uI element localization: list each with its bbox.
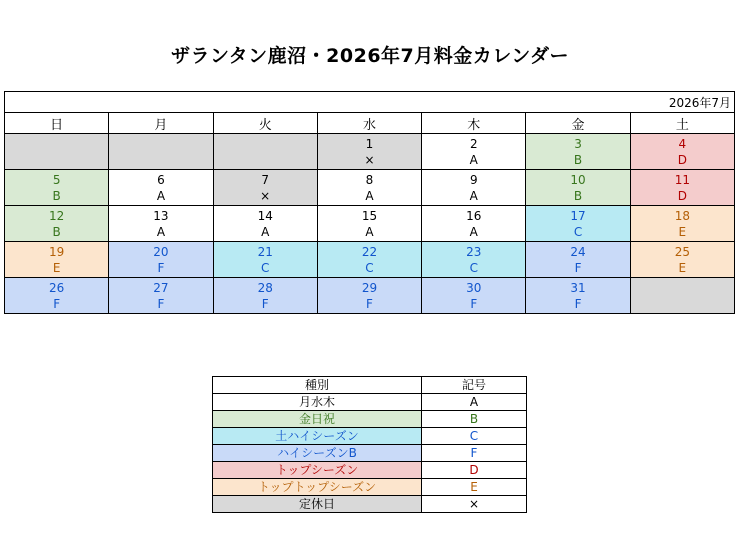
weekday-header-row bbox=[5, 113, 735, 134]
calendar-day-cell bbox=[526, 134, 630, 170]
day-number: 12 bbox=[49, 208, 65, 223]
legend-header-row bbox=[213, 377, 527, 394]
day-price-code: F bbox=[53, 296, 61, 311]
calendar-week-row bbox=[5, 170, 735, 206]
calendar-day-cell bbox=[422, 278, 526, 314]
day-number: 10 bbox=[570, 172, 586, 187]
day-number: 28 bbox=[257, 280, 273, 295]
day-price-code: A bbox=[365, 224, 374, 239]
calendar-empty-cell bbox=[109, 134, 213, 170]
day-price-code: E bbox=[52, 260, 61, 275]
day-price-code: E bbox=[678, 260, 687, 275]
legend-row bbox=[213, 496, 527, 513]
weekday-thu: 木 bbox=[422, 113, 526, 134]
calendar-day-cell bbox=[526, 170, 630, 206]
calendar-day-cell bbox=[317, 206, 421, 242]
price-calendar bbox=[4, 91, 735, 314]
legend-row bbox=[213, 445, 527, 462]
day-price-code: A bbox=[261, 224, 270, 239]
calendar-day-cell bbox=[213, 206, 317, 242]
calendar-week-row bbox=[5, 206, 735, 242]
month-label: 2026年7月 bbox=[5, 92, 735, 113]
day-price-code: F bbox=[366, 296, 373, 311]
legend-row bbox=[213, 411, 527, 428]
day-number: 30 bbox=[466, 280, 482, 295]
calendar-day-cell bbox=[109, 278, 213, 314]
day-number: 2 bbox=[469, 136, 478, 151]
day-price-code: A bbox=[469, 188, 478, 203]
day-number: 13 bbox=[153, 208, 169, 223]
calendar-day-cell bbox=[5, 206, 109, 242]
legend-header-code: 記号 bbox=[422, 377, 527, 394]
day-price-code: B bbox=[573, 188, 583, 203]
calendar-day-cell bbox=[5, 170, 109, 206]
day-price-code: × bbox=[260, 188, 271, 203]
calendar-body bbox=[5, 134, 735, 314]
weekday-wed: 水 bbox=[317, 113, 421, 134]
day-number: 4 bbox=[678, 136, 687, 151]
weekday-mon: 月 bbox=[109, 113, 213, 134]
legend-code: C bbox=[422, 428, 527, 445]
day-price-code: A bbox=[156, 224, 166, 239]
day-price-code: D bbox=[677, 152, 687, 167]
day-number: 21 bbox=[257, 244, 273, 259]
legend-type: 金日祝 bbox=[213, 411, 422, 428]
day-number: 8 bbox=[365, 172, 374, 187]
day-price-code: B bbox=[573, 152, 583, 167]
day-number: 26 bbox=[49, 280, 65, 295]
day-price-code: B bbox=[52, 224, 61, 239]
calendar-day-cell bbox=[526, 278, 630, 314]
legend-type: トップトップシーズン bbox=[213, 479, 422, 496]
day-price-code: B bbox=[52, 188, 61, 203]
day-number: 6 bbox=[157, 172, 165, 187]
day-number: 14 bbox=[257, 208, 273, 223]
calendar-day-cell bbox=[526, 206, 630, 242]
legend-type: 月水木 bbox=[213, 394, 422, 411]
weekday-sat: 土 bbox=[630, 113, 734, 134]
legend-type: 定休日 bbox=[213, 496, 422, 513]
day-number: 29 bbox=[361, 280, 378, 295]
calendar-day-cell bbox=[109, 170, 213, 206]
calendar-day-cell bbox=[213, 278, 317, 314]
calendar-day-cell bbox=[317, 170, 421, 206]
day-price-code: F bbox=[574, 296, 582, 311]
day-number: 22 bbox=[361, 244, 378, 259]
calendar-day-cell bbox=[422, 206, 526, 242]
calendar-day-cell bbox=[5, 278, 109, 314]
day-price-code: A bbox=[469, 152, 478, 167]
calendar-empty-cell bbox=[630, 278, 734, 314]
day-number: 24 bbox=[570, 244, 586, 259]
day-number: 18 bbox=[674, 208, 690, 223]
legend-row bbox=[213, 394, 527, 411]
day-number: 15 bbox=[361, 208, 378, 223]
legend-row bbox=[213, 462, 527, 479]
day-number: 23 bbox=[466, 244, 482, 259]
day-number: 3 bbox=[574, 136, 582, 151]
legend-type: トップシーズン bbox=[213, 462, 422, 479]
legend-row bbox=[213, 479, 527, 496]
day-price-code: F bbox=[157, 260, 165, 275]
legend-code: E bbox=[422, 479, 527, 496]
day-price-code: D bbox=[677, 188, 687, 203]
day-number: 31 bbox=[570, 280, 586, 295]
calendar-day-cell bbox=[109, 206, 213, 242]
month-row bbox=[5, 92, 735, 113]
calendar-week-row bbox=[5, 134, 735, 170]
day-number: 7 bbox=[261, 172, 270, 187]
day-price-code: A bbox=[156, 188, 166, 203]
legend-type: ハイシーズンB bbox=[213, 445, 422, 462]
weekday-sun: 日 bbox=[5, 113, 109, 134]
legend-header-type: 種別 bbox=[213, 377, 422, 394]
day-number: 17 bbox=[570, 208, 586, 223]
legend-code: D bbox=[422, 462, 527, 479]
day-number: 11 bbox=[674, 172, 690, 187]
legend-code: B bbox=[422, 411, 527, 428]
legend-table bbox=[212, 376, 527, 513]
day-number: 27 bbox=[153, 280, 169, 295]
day-number: 16 bbox=[466, 208, 482, 223]
legend-code: F bbox=[422, 445, 527, 462]
calendar-day-cell bbox=[317, 134, 421, 170]
calendar-day-cell bbox=[630, 134, 734, 170]
page-title: ザランタン鹿沼・2026年7月料金カレンダー bbox=[170, 45, 570, 67]
calendar-day-cell bbox=[5, 242, 109, 278]
calendar-day-cell bbox=[213, 170, 317, 206]
calendar-day-cell bbox=[630, 170, 734, 206]
calendar-day-cell bbox=[422, 242, 526, 278]
day-price-code: F bbox=[261, 296, 269, 311]
day-price-code: E bbox=[678, 224, 687, 239]
day-number: 1 bbox=[365, 136, 374, 151]
calendar-day-cell bbox=[213, 242, 317, 278]
day-number: 19 bbox=[49, 244, 65, 259]
calendar-week-row bbox=[5, 242, 735, 278]
day-price-code: F bbox=[470, 296, 478, 311]
day-price-code: × bbox=[364, 152, 375, 167]
day-price-code: A bbox=[469, 224, 478, 239]
legend-body bbox=[213, 394, 527, 513]
day-price-code: F bbox=[157, 296, 165, 311]
calendar-day-cell bbox=[317, 278, 421, 314]
weekday-fri: 金 bbox=[526, 113, 630, 134]
calendar-empty-cell bbox=[5, 134, 109, 170]
day-price-code: A bbox=[365, 188, 374, 203]
day-price-code: C bbox=[261, 260, 270, 275]
day-price-code: F bbox=[574, 260, 582, 275]
calendar-day-cell bbox=[630, 206, 734, 242]
calendar-empty-cell bbox=[213, 134, 317, 170]
weekday-tue: 火 bbox=[213, 113, 317, 134]
calendar-week-row bbox=[5, 278, 735, 314]
legend-code: A bbox=[422, 394, 527, 411]
calendar-day-cell bbox=[422, 134, 526, 170]
legend-code: × bbox=[422, 496, 527, 513]
legend-row bbox=[213, 428, 527, 445]
legend-type: 土ハイシーズン bbox=[213, 428, 422, 445]
calendar-day-cell bbox=[109, 242, 213, 278]
day-number: 25 bbox=[674, 244, 690, 259]
day-price-code: C bbox=[469, 260, 478, 275]
day-number: 20 bbox=[153, 244, 169, 259]
calendar-day-cell bbox=[526, 242, 630, 278]
day-number: 5 bbox=[52, 172, 61, 187]
calendar-day-cell bbox=[630, 242, 734, 278]
calendar-day-cell bbox=[317, 242, 421, 278]
day-price-code: C bbox=[573, 224, 583, 239]
calendar-day-cell bbox=[422, 170, 526, 206]
day-number: 9 bbox=[469, 172, 478, 187]
day-price-code: C bbox=[365, 260, 374, 275]
